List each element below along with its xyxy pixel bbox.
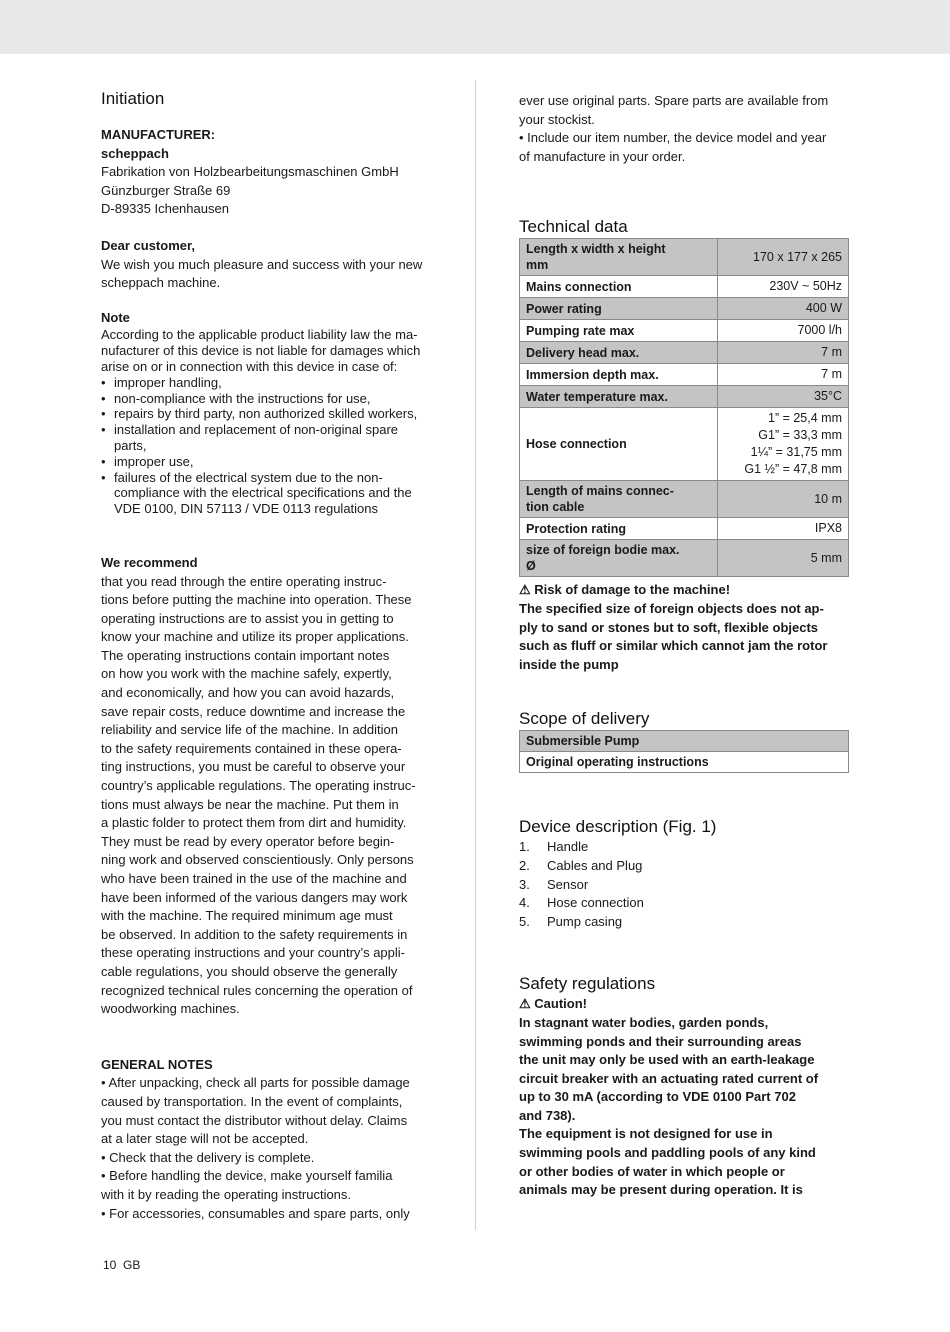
text-line: animals may be present during operation. It is <box>519 1182 803 1198</box>
text-line: The specified size of foreign objects does not ap- <box>519 600 824 616</box>
text-line: be observed. In addition to the safety requirements in <box>101 926 408 942</box>
list-item: 5. Pump casing <box>519 913 623 929</box>
general-notes-paragraph <box>101 1074 436 1223</box>
spec-row <box>520 408 849 481</box>
paragraph-line: We wish you much pleasure and success with your new <box>101 256 423 272</box>
general-notes-block <box>101 1056 436 1223</box>
list-item: 4. Hose connection <box>519 895 644 911</box>
initiation-heading: Initiation <box>101 89 165 108</box>
text-line: ply to sand or stones but to soft, flexible objects <box>519 619 819 635</box>
device-description-heading: Device description (Fig. 1) <box>519 817 717 837</box>
manufacturer-label: MANUFACTURER: <box>101 127 216 142</box>
device-description-list <box>519 838 849 931</box>
spec-value: 35°C <box>718 386 849 408</box>
text-line: swimming pools and paddling pools of any kind <box>519 1145 816 1161</box>
spec-value: 170 x 177 x 265 <box>718 239 849 276</box>
text-line: these operating instructions and your country’s appli- <box>101 945 405 961</box>
address-line: Günzburger Straße 69 <box>101 182 231 198</box>
text-line: who have been trained in the use of the machine and <box>101 871 407 886</box>
text-line: you must contact the distributor without delay. Claims <box>101 1112 408 1128</box>
text-line: tions must always be near the machine. Put them in <box>101 796 399 812</box>
spec-row <box>520 481 849 518</box>
text-line: have been informed of the various dangers may work <box>101 889 408 905</box>
text-line: The operating instructions contain important notes <box>101 647 390 663</box>
text-line: the unit may only be used with an earth-leakage <box>519 1052 815 1068</box>
right-column <box>519 92 849 1200</box>
text-line: tions before putting the machine into operation. These <box>101 592 412 608</box>
header-band <box>0 0 950 54</box>
spec-row <box>520 320 849 342</box>
page-footer <box>103 1258 140 1272</box>
text-line: with the machine. The required minimum age must <box>101 908 393 924</box>
spec-row <box>520 298 849 320</box>
list-item: 2. Cables and Plug <box>519 857 643 873</box>
text-line: of manufacture in your order. <box>519 148 686 164</box>
spec-value: 7 m <box>718 342 849 364</box>
text-line: your stockist. <box>519 111 595 127</box>
text-line: operating instructions are to assist you in getting to <box>101 610 394 626</box>
text-line: at a later stage will not be accepted. <box>101 1131 309 1147</box>
spec-row <box>520 342 849 364</box>
note-heading: Note <box>101 309 130 325</box>
paragraph-line: arise on or in connection with this device in case of: <box>101 358 398 374</box>
text-line: • Check that the delivery is complete. <box>101 1149 315 1165</box>
text-line: The equipment is not designed for use in <box>519 1126 773 1142</box>
spec-label: Water temperature max. <box>520 386 718 408</box>
spec-label: Power rating <box>520 298 718 320</box>
text-line: up to 30 mA (according to VDE 0100 Part 702 <box>519 1089 796 1105</box>
spec-label: Delivery head max. <box>520 342 718 364</box>
list-item: • improper handling, <box>101 375 436 391</box>
caution-text <box>519 1014 849 1200</box>
list-item: 3. Sensor <box>519 876 589 892</box>
text-line: with it by reading the operating instructions. <box>101 1186 352 1202</box>
list-item: • failures of the electrical system due to the non- compliance with the electrical specifications and the VDE 0100, DIN 57113 / VDE 0113 regulations <box>101 470 436 517</box>
text-line: • Before handling the device, make yourself familia <box>101 1168 393 1184</box>
recommend-heading: We recommend <box>101 554 198 570</box>
scope-item: Submersible Pump <box>520 731 849 752</box>
text-line: and economically, and how you can avoid hazards, <box>101 685 395 701</box>
risk-warning-block <box>519 581 849 674</box>
scope-of-delivery-heading: Scope of delivery <box>519 709 650 729</box>
text-line: to the safety requirements contained in these opera- <box>101 740 402 756</box>
text-line: that you read through the entire operating instruc- <box>101 573 387 589</box>
text-line: know your machine and utilize its proper applications. <box>101 629 409 645</box>
text-line: and 738). <box>519 1107 576 1123</box>
spec-value: 400 W <box>718 298 849 320</box>
dear-customer-block <box>101 237 436 293</box>
address-line: D-89335 Ichenhausen <box>101 201 229 217</box>
text-line: recognized technical rules concerning the operation of <box>101 982 413 998</box>
text-line: • For accessories, consumables and spare parts, only <box>101 1205 410 1221</box>
spec-value: 10 m <box>718 481 849 518</box>
text-line: • Include our item number, the device model and year <box>519 130 827 146</box>
text-line: caused by transportation. In the event of complaints, <box>101 1093 403 1109</box>
text-line: save repair costs, reduce downtime and increase the <box>101 703 406 719</box>
spec-label: size of foreign bodie max. Ø <box>520 540 718 577</box>
note-bullet-list <box>101 375 436 517</box>
paragraph-line: scheppach machine. <box>101 275 221 291</box>
spec-label: Hose connection <box>520 408 718 481</box>
list-item: • non-compliance with the instructions for use, <box>101 391 436 407</box>
paragraph-line: nufacturer of this device is not liable for damages which <box>101 343 421 359</box>
list-item: • improper use, <box>101 454 436 470</box>
text-line: or other bodies of water in which people or <box>519 1163 785 1179</box>
spec-value: IPX8 <box>718 518 849 540</box>
text-line: a plastic folder to protect them from dirt and humidity. <box>101 815 407 831</box>
spec-row <box>520 276 849 298</box>
spec-value: 7 m <box>718 364 849 386</box>
spec-label: Length x width x height mm <box>520 239 718 276</box>
text-line: circuit breaker with an actuating rated current of <box>519 1070 819 1086</box>
scope-row <box>520 752 849 773</box>
risk-warning-text <box>519 600 849 674</box>
risk-warning-heading: ⚠ Risk of damage to the machine! <box>519 582 731 598</box>
spec-row <box>520 386 849 408</box>
brand-name: scheppach <box>101 145 169 161</box>
paragraph-line: According to the applicable product liability law the ma- <box>101 327 418 343</box>
page-number: 10 <box>103 1258 117 1272</box>
scope-row <box>520 731 849 752</box>
caution-heading: ⚠ Caution! <box>519 996 587 1012</box>
text-line: • After unpacking, check all parts for possible damage <box>101 1075 410 1091</box>
dear-customer-heading: Dear customer, <box>101 237 195 253</box>
left-column <box>101 88 436 1223</box>
text-line: woodworking machines. <box>101 1001 240 1017</box>
text-line: inside the pump <box>519 656 619 672</box>
spec-label: Immersion depth max. <box>520 364 718 386</box>
list-item: 1. Handle <box>519 839 589 855</box>
text-line: cable regulations, you should observe the generally <box>101 963 398 979</box>
text-line: ting instructions, you must be careful to observe your <box>101 759 406 775</box>
recommend-block <box>101 554 436 1019</box>
spec-value: 230V ~ 50Hz <box>718 276 849 298</box>
text-line: on how you work with the machine safely, expertly, <box>101 666 392 682</box>
spec-row <box>520 518 849 540</box>
list-item: • installation and replacement of non-original spare parts, <box>101 422 436 454</box>
safety-regulations-heading: Safety regulations <box>519 974 656 994</box>
spec-row <box>520 239 849 276</box>
spec-row <box>520 540 849 577</box>
recommend-paragraph <box>101 573 436 1019</box>
note-block <box>101 309 436 517</box>
text-line: ever use original parts. Spare parts are available from <box>519 93 829 108</box>
caution-block <box>519 995 849 1200</box>
column-divider <box>475 80 476 1230</box>
list-item: • repairs by third party, non authorized skilled workers, <box>101 406 436 422</box>
scope-of-delivery-table <box>519 730 849 773</box>
text-line: ning work and observed conscientiously. Only persons <box>101 852 414 868</box>
manufacturer-block <box>101 126 436 219</box>
general-notes-heading: GENERAL NOTES <box>101 1056 213 1072</box>
spec-label: Mains connection <box>520 276 718 298</box>
spec-label: Length of mains connec- tion cable <box>520 481 718 518</box>
spec-row <box>520 364 849 386</box>
text-line: In stagnant water bodies, garden ponds, <box>519 1014 769 1030</box>
spec-value: 1” = 25,4 mm G1” = 33,3 mm 1¼” = 31,75 mm G1 ½” = 47,8 mm <box>718 408 849 481</box>
language-code: GB <box>123 1258 141 1272</box>
spec-label: Pumping rate max <box>520 320 718 342</box>
text-line: reliability and service life of the machine. In addition <box>101 722 398 738</box>
technical-data-heading: Technical data <box>519 217 628 237</box>
technical-data-table <box>519 238 849 577</box>
scope-item: Original operating instructions <box>520 752 849 773</box>
spec-label: Protection rating <box>520 518 718 540</box>
text-line: such as fluff or similar which cannot jam the rotor <box>519 638 828 654</box>
spec-value: 5 mm <box>718 540 849 577</box>
continued-paragraph <box>519 92 849 166</box>
text-line: They must be read by every operator before begin- <box>101 833 395 849</box>
address-line: Fabrikation von Holzbearbeitungsmaschinen GmbH <box>101 164 399 180</box>
text-line: swimming ponds and their surrounding areas <box>519 1033 802 1049</box>
spec-value: 7000 l/h <box>718 320 849 342</box>
text-line: country’s applicable regulations. The operating instruc- <box>101 778 416 794</box>
